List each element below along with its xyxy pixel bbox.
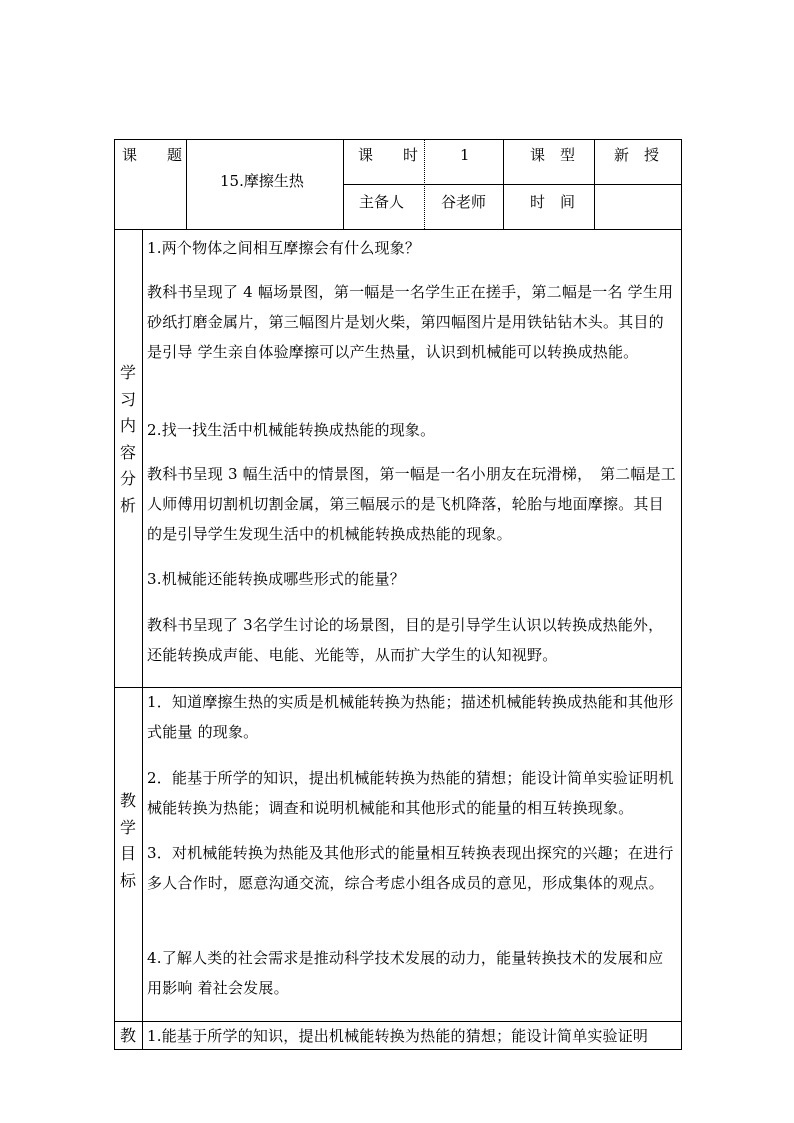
table-border-top bbox=[114, 139, 682, 140]
next-section-first-line: 1.能基于所学的知识，提出机械能转换为热能的猜想；能设计简单实验证明 bbox=[147, 1027, 649, 1045]
topic-value: 15.摩擦生热 bbox=[220, 172, 304, 190]
header-middle-rule bbox=[343, 184, 682, 185]
topic-label-divider bbox=[186, 139, 187, 229]
analysis-paragraph-5: 3.机械能还能转换成哪些形式的能量？ bbox=[147, 570, 405, 588]
side-label-divider bbox=[142, 229, 143, 1050]
table-border-right bbox=[681, 139, 682, 1050]
preparer-value: 谷老师 bbox=[441, 193, 487, 211]
objective-3: 3．对机械能转换为热能及其他形式的能量相互转换表现出探究的兴趣；在进行多人合作时，愿意沟通交流，综合考虑小组各成员的意见，形成集体的观点。 bbox=[147, 844, 674, 892]
objectives-section-label: 教学目标 bbox=[119, 791, 136, 890]
analysis-section-label: 学习内容分析 bbox=[119, 363, 136, 515]
preparer-label: 主备人 bbox=[359, 193, 405, 211]
topic-label: 课 题 bbox=[122, 146, 183, 164]
analysis-paragraph-6: 教科书呈现了 3名学生讨论的场景图，目的是引导学生认识以转换成热能外，还能转换成声能、电能、光能等，从而扩大学生的认知视野。 bbox=[147, 616, 664, 664]
analysis-paragraph-3: 2.找一找生活中机械能转换成热能的现象。 bbox=[147, 421, 436, 439]
period-value-divider bbox=[503, 139, 504, 229]
objective-4: 4.了解人类的社会需求是推动科学技术发展的动力，能量转换技术的发展和应用影响 着社会发展。 bbox=[147, 949, 664, 997]
table-border-left bbox=[114, 139, 115, 1050]
analysis-paragraph-4: 教科书呈现 3 幅生活中的情景图，第一幅是一名小朋友在玩滑梯， 第二幅是工人师傅用切割机切割金属，第三幅展示的是飞机降落，轮胎与地面摩擦。其目的是引导学生发现生活中的机械能转换成热能的现象。 bbox=[147, 465, 676, 543]
objective-1: 1．知道摩擦生热的实质是机械能转换为热能；描述机械能转换成热能和其他形式能量 的现象。 bbox=[147, 693, 674, 741]
objective-2: 2．能基于所学的知识，提出机械能转换为热能的猜想；能设计简单实验证明机械能转换为热能；调查和说明机械能和其他形式的能量的相互转换现象。 bbox=[147, 769, 674, 817]
topic-value-divider bbox=[343, 139, 344, 229]
type-value-divider bbox=[594, 139, 595, 229]
analysis-paragraph-2: 教科书呈现了 4 幅场景图，第一幅是一名学生正在搓手，第二幅是一名 学生用砂纸打磨金属片，第三幅图片是划火柴，第四幅图片是用铁钻钻木头。其目的是引导 学生亲自体验摩擦可以产生热量，认识到机械能可以转换成热能。 bbox=[147, 283, 674, 361]
type-value: 新 授 bbox=[614, 146, 660, 164]
analysis-paragraph-1: 1.两个物体之间相互摩擦会有什么现象？ bbox=[147, 239, 421, 257]
period-label: 课 时 bbox=[358, 146, 419, 164]
time-label: 时 间 bbox=[530, 193, 576, 211]
period-label-divider bbox=[424, 139, 425, 229]
header-bottom-rule bbox=[114, 229, 682, 230]
next-section-label: 教 bbox=[119, 1026, 136, 1045]
period-value: 1 bbox=[460, 146, 470, 164]
type-label: 课 型 bbox=[530, 146, 576, 164]
